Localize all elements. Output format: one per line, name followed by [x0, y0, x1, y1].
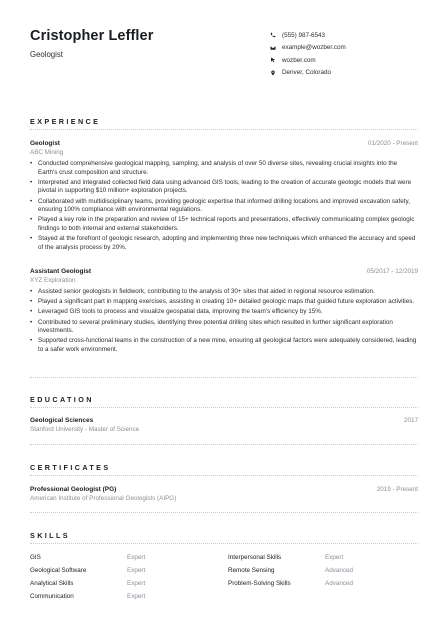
experience-title: Assistant Geologist	[30, 268, 92, 275]
experience-date: 01/2020 - Present	[367, 140, 418, 147]
candidate-name: Cristopher Leffler	[30, 28, 154, 44]
section-divider	[30, 475, 418, 476]
skill-name: Geological Software	[30, 567, 87, 574]
contact-phone	[270, 29, 420, 42]
skill-item	[228, 554, 418, 564]
certificate-entry	[30, 486, 418, 504]
education-title: Geological Sciences	[30, 417, 94, 424]
bullet-item: • Played a significant part in mapping exercises, assisting in creating 10+ detailed geologic maps that guided future exploration activities.	[30, 298, 418, 307]
bullet-item: • Supported cross-functional teams in the construction of a new mine, ensuring all geological factors were adequately considered, leading to a safer work environment.	[30, 337, 418, 354]
contact-location	[270, 67, 420, 80]
skill-name: Problem-Solving Skills	[228, 580, 291, 587]
experience-bullets	[30, 160, 418, 252]
section-title-skills: SKILLS	[30, 531, 70, 540]
section-divider	[30, 543, 418, 544]
skill-level: Expert	[127, 554, 146, 561]
experience-company: XYZ Exploration	[30, 277, 76, 284]
bullet-item: • Leveraged GIS tools to process and visualize geospatial data, improving the team's efficiency by 15%.	[30, 308, 418, 317]
experience-entry	[30, 268, 418, 356]
certificate-title: Professional Geologist (PG)	[30, 486, 117, 493]
skill-item	[30, 554, 220, 564]
section-divider	[30, 377, 418, 378]
skill-item	[30, 580, 220, 590]
location-pin-icon	[270, 70, 282, 76]
skill-name: Remote Sensing	[228, 567, 275, 574]
envelope-icon	[270, 45, 282, 51]
skill-level: Expert	[127, 580, 146, 587]
skill-item	[30, 593, 220, 603]
cursor-icon	[270, 57, 282, 63]
skill-name: Communication	[30, 593, 74, 600]
bullet-item: • Played a key role in the preparation and review of 15+ technical reports and presentations, effectively communicating complex geologic findings to both internal and external stakeholders.	[30, 216, 418, 233]
section-divider	[30, 129, 418, 130]
section-title-experience: EXPERIENCE	[30, 117, 101, 126]
section-divider	[30, 444, 418, 445]
skill-level: Expert	[325, 554, 344, 561]
education-entry	[30, 417, 418, 435]
skill-level: Expert	[127, 567, 146, 574]
bullet-item: • Collaborated with multidisciplinary teams, providing geologic expertise that informed drilling locations and improved excavation safety, ensuring 100% compliance with environmental regulations.	[30, 198, 418, 215]
resume-header	[30, 28, 420, 88]
skill-name: GIS	[30, 554, 41, 561]
certificate-issuer: American Institute of Professional Geologists (AIPG)	[30, 495, 177, 502]
section-title-education: EDUCATION	[30, 395, 94, 404]
contact-website	[270, 54, 420, 67]
phone-text: (555) 987-6543	[282, 31, 326, 39]
bullet-item: • Stayed at the forefront of geologic research, adopting and implementing three new techniques which enhanced the accuracy and speed of the analysis process by 20%.	[30, 235, 418, 252]
bullet-item: • Assisted senior geologists in fieldwork, contributing to the analysis of 30+ sites that aided in regional resource estimation.	[30, 288, 418, 297]
skill-level: Advanced	[325, 580, 354, 587]
email-text: example@wozber.com	[282, 44, 346, 52]
phone-icon	[270, 32, 282, 38]
bullet-item: • Contributed to several preliminary studies, identifying three potential drilling sites which resulted in further significant exploration investments.	[30, 319, 418, 336]
skill-name: Analytical Skills	[30, 580, 74, 587]
website-text: wozber.com	[282, 56, 316, 64]
skill-item	[30, 567, 220, 577]
certificate-date: 2019 - Present	[376, 486, 418, 493]
section-divider	[30, 407, 418, 408]
skill-item	[228, 580, 418, 590]
job-title: Geologist	[30, 50, 63, 59]
experience-bullets	[30, 288, 418, 355]
contact-list	[270, 29, 420, 79]
experience-entry	[30, 140, 418, 254]
section-divider	[30, 512, 418, 513]
contact-email	[270, 42, 420, 55]
experience-company: ABC Mining	[30, 149, 64, 156]
bullet-item: • Interpreted and integrated collected field data using advanced GIS tools, leading to the creation of accurate geologic models that were pivotal in supporting $10 million+ exploration projects.	[30, 179, 418, 196]
education-school: Stanford University - Master of Science	[30, 426, 140, 433]
location-text: Denver, Colorado	[282, 69, 332, 77]
skill-level: Expert	[127, 593, 146, 600]
skill-name: Interpersonal Skills	[228, 554, 282, 561]
education-date: 2017	[403, 417, 418, 424]
bullet-item: • Conducted comprehensive geological mapping, sampling, and analysis of over 50 diverse sites, revealing crucial insights into the Earth's crust composition and structure.	[30, 160, 418, 177]
section-title-certificates: CERTIFICATES	[30, 463, 111, 472]
experience-title: Geologist	[30, 140, 60, 147]
skill-item	[228, 567, 418, 577]
experience-date: 05/2017 - 12/2019	[366, 268, 418, 275]
skill-level: Advanced	[325, 567, 354, 574]
